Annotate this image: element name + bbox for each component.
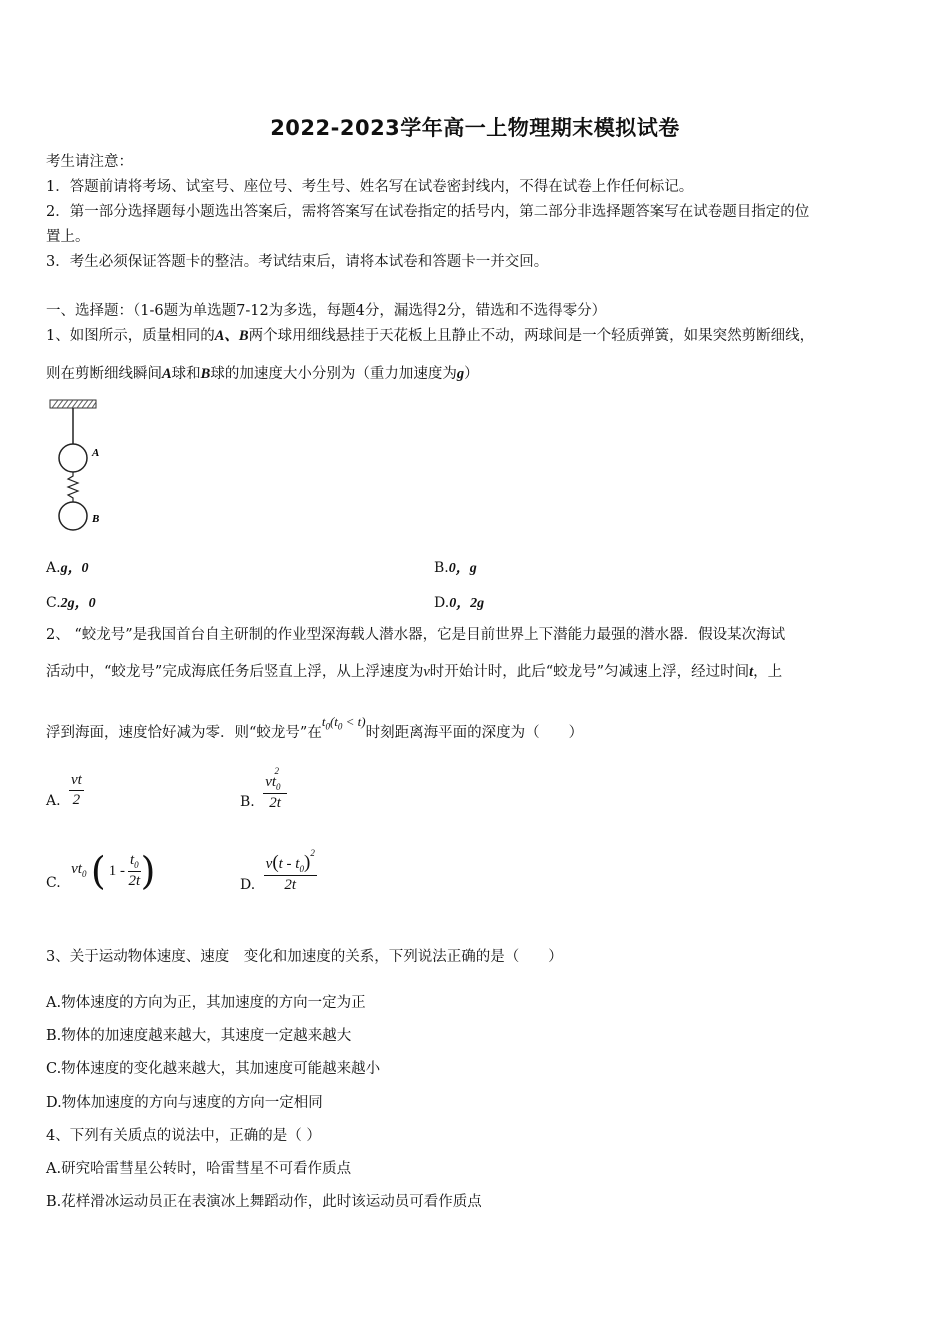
label-a: A [92, 447, 100, 459]
formula-c-coef: $vt_0$ [71, 861, 87, 879]
question-2-stem: 2、 “蛟龙号”是我国首台自主研制的作业型深海载人潜水器，它是目前世界上下潜能力最强的潜水器．假设某次海试 [46, 627, 786, 643]
formula-a [69, 772, 84, 809]
q2-text: 时开始计时，此后“蛟龙号”匀减速上浮，经过时间 [429, 664, 750, 680]
q1-g: g [456, 366, 465, 382]
option-letter: C. [46, 875, 61, 891]
option-letter: C. [46, 595, 61, 611]
q1-option-c[interactable] [46, 592, 96, 612]
notice-heading: 考生请注意： [46, 154, 133, 170]
q1-option-d[interactable] [434, 592, 484, 612]
denominator: 2t [128, 873, 141, 889]
t0-condition: $t_0(t_0 < t)$ [321, 714, 366, 732]
notice-item: 置上。 [46, 229, 90, 245]
question-2-stem-line2 [46, 662, 782, 682]
ball-b [59, 502, 87, 530]
page-title: 2022-2023学年高一上物理期末模拟试卷 [270, 116, 680, 140]
spring [68, 472, 78, 502]
option-value: 2g，0 [60, 596, 96, 611]
q1-text: 两个球用细线悬挂于天花板上且静止不动，两球间是一个轻质弹簧，如果突然剪断细线， [248, 328, 815, 344]
q2-option-c[interactable] [46, 849, 156, 893]
q2-option-d[interactable] [240, 848, 317, 894]
q2-text: ，上 [753, 664, 783, 680]
notice-item: 1．答题前请将考场、试室号、座位号、考生号、姓名写在试卷密封线内，不得在试卷上作任何标记。 [46, 179, 694, 195]
option-value: g，0 [60, 561, 89, 576]
option-letter: D. [434, 595, 450, 611]
q1-text: 则在剪断细线瞬间 [46, 366, 162, 382]
q2-v: v [423, 664, 430, 680]
option-value: 0，g [448, 561, 477, 576]
denominator: 2t [269, 795, 281, 811]
section-heading: 一、选择题：（1-6题为单选题7-12为多选，每题4分，漏选得2分，错选和不选得零分） [46, 303, 607, 319]
option-letter: A. [46, 560, 61, 576]
option-letter: A. [46, 792, 61, 809]
formula-c-one: 1 - [108, 862, 125, 879]
question-1-stem-line2 [46, 364, 479, 384]
q1-option-b[interactable] [434, 557, 477, 577]
label-b: B [92, 513, 100, 525]
q2-text: 浮到海面，速度恰好减为零．则“蛟龙号”在 [46, 725, 322, 741]
q1-text: 球的加速度大小分别为（重力加速度为 [210, 366, 457, 382]
option-letter: D. [240, 877, 256, 893]
q4-option-b[interactable]: B.花样滑冰运动员正在表演冰上舞蹈动作，此时该运动员可看作质点 [46, 1194, 482, 1210]
q1-a: A [162, 366, 172, 382]
question-1-stem [46, 326, 814, 346]
q3-option-a[interactable]: A.物体速度的方向为正，其加速度的方向一定为正 [46, 995, 366, 1011]
q3-option-c[interactable]: C.物体速度的变化越来越大，其加速度可能越来越小 [46, 1061, 381, 1077]
numerator: $t_0$ [129, 852, 139, 870]
formula-c-paren: ( 1 - $\frac{t_0}{2t}$ ) [90, 849, 156, 893]
denominator: 2 [72, 792, 81, 808]
formula-d [264, 848, 317, 894]
numerator: vt [69, 772, 84, 791]
question-4-stem: 4、下列有关质点的说法中，正确的是（ ） [46, 1128, 321, 1144]
q2-text: 活动中，“蛟龙号”完成海底任务后竖直上浮，从上浮速度为 [46, 664, 424, 680]
numerator: $vt_0^2$ [263, 772, 287, 794]
notice-item: 2．第一部分选择题每小题选出答案后，需将答案写在试卷指定的括号内，第二部分非选择题答案写在试卷题目指定的位 [46, 204, 810, 220]
q1-text: 球和 [171, 366, 201, 382]
q3-option-d[interactable]: D.物体加速度的方向与速度的方向一定相同 [46, 1095, 323, 1111]
q1-b: B [200, 366, 211, 382]
q2-t: t [749, 664, 754, 680]
q2-text: 时刻距离海平面的深度为（ ） [365, 725, 584, 741]
ball-a [59, 444, 87, 472]
numerator: $v(t - t_0)^2$ [265, 848, 315, 874]
q2-option-a[interactable] [46, 772, 84, 809]
question-3-stem: 3、关于运动物体速度、速度 变化和加速度的关系，下列说法正确的是（ ） [46, 949, 563, 965]
formula-c-frac [128, 852, 141, 890]
formula-b [263, 766, 287, 812]
option-letter: B. [434, 560, 449, 576]
q1-text: 1、如图所示，质量相同的 [46, 328, 215, 344]
q1-ab: A、B [214, 328, 249, 344]
hanging-balls-figure [44, 398, 114, 536]
q3-option-b[interactable]: B.物体的加速度越来越大，其速度一定越来越大 [46, 1028, 352, 1044]
q1-text: ） [464, 366, 479, 382]
q4-option-a[interactable]: A.研究哈雷彗星公转时，哈雷彗星不可看作质点 [46, 1161, 352, 1177]
denominator: 2t [284, 877, 297, 893]
option-value: 0，2g [449, 596, 485, 611]
question-2-stem-line3 [46, 714, 584, 748]
option-letter: B. [240, 794, 255, 810]
notice-item: 3．考生必须保证答题卡的整洁。考试结束后，请将本试卷和答题卡一并交回。 [46, 254, 549, 270]
q1-option-a[interactable] [46, 557, 89, 577]
q2-option-b[interactable] [240, 766, 287, 812]
